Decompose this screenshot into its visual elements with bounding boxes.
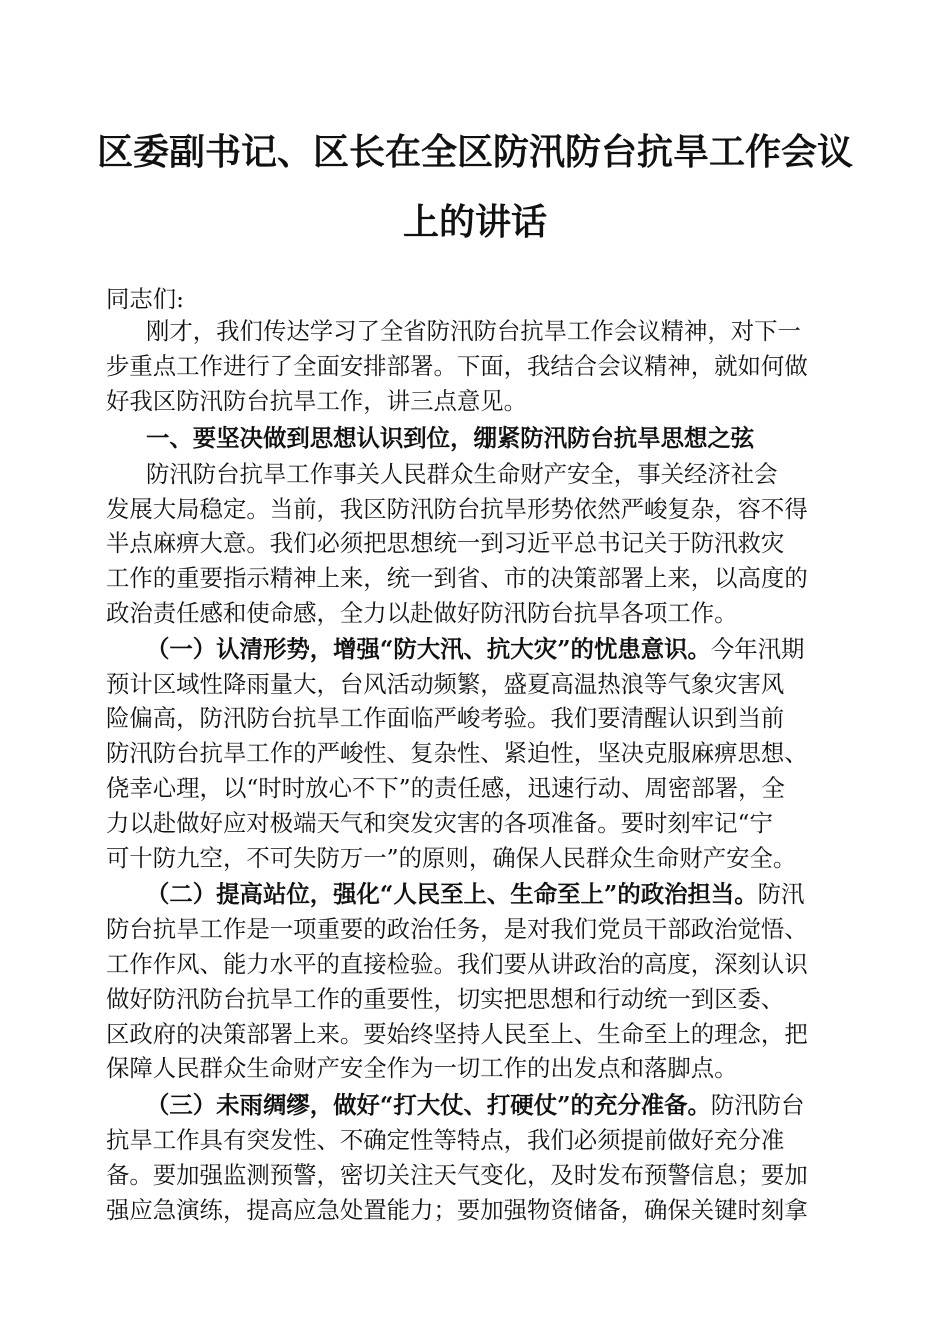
item-3-heading: （三）未雨绸缪，做好“打大仗、打硬仗”的充分准备。 [146, 1091, 711, 1119]
item-1-body-line: 险偏高，防汛防台抗旱工作面临严峻考验。我们要清醒认识到当前 [106, 704, 785, 732]
item-1-body-line: 预计区域性降雨量大，台风活动频繁，盛夏高温热浪等气象灾害风 [106, 670, 785, 698]
item-1-body-line: 可十防九空，不可失防万一”的原则，确保人民群众生命财产安全。 [106, 844, 797, 872]
salutation: 同志们: [106, 285, 185, 313]
section-1-body-line: 防汛防台抗旱工作事关人民群众生命财产安全，事关经济社会 [146, 460, 778, 488]
section-1-body-line: 政治责任感和使命感，全力以赴做好防汛防台抗旱各项工作。 [106, 599, 738, 627]
item-2-body-line: 工作作风、能力水平的直接检验。我们要从讲政治的高度，深刻认识 [106, 950, 808, 978]
item-3-first-line [146, 1089, 851, 1121]
item-2-body-line: 区政府的决策部署上来。要始终坚持人民至上、生命至上的理念，把 [106, 1020, 808, 1048]
intro-line: 刚才，我们传达学习了全省防汛防台抗旱工作会议精神，对下一 [146, 317, 801, 345]
intro-line: 步重点工作进行了全面安排部署。下面，我结合会议精神，就如何做 [106, 352, 808, 380]
item-3-first-text: 防汛防台 [710, 1091, 805, 1119]
section-1-body-line: 半点麻痹大意。我们必须把思想统一到习近平总书记关于防汛救灾 [106, 529, 785, 557]
item-3-body-line: 强应急演练，提高应急处置能力；要加强物资储备，确保关键时刻拿 [106, 1196, 808, 1224]
section-1-body-line: 工作的重要指示精神上来，统一到省、市的决策部署上来，以高度的 [106, 564, 808, 592]
item-1-body-line: 防汛防台抗旱工作的严峻性、复杂性、紧迫性，坚决克服麻痹思想、 [106, 739, 808, 767]
document-title-line-1: 区委副书记、区长在全区防汛防台抗旱工作会议 [96, 132, 853, 173]
item-1-heading: （一）认清形势，增强“防大汛、抗大灾”的忧患意识。 [146, 635, 711, 663]
section-1-body-line: 发展大局稳定。当前，我区防汛防台抗旱形势依然严峻复杂，容不得 [106, 495, 808, 523]
item-1-first-text: 今年汛期 [710, 635, 805, 663]
item-1-body-line: 侥幸心理，以“时时放心不下”的责任感，迅速行动、周密部署，全 [106, 774, 785, 802]
item-1-first-line [146, 633, 851, 665]
item-2-body-line: 做好防汛防台抗旱工作的重要性，切实把思想和行动统一到区委、 [106, 985, 785, 1013]
item-2-heading: （二）提高站位，强化“人民至上、生命至上”的政治担当。 [146, 880, 758, 908]
item-2-first-text: 防汛 [757, 880, 805, 908]
section-1-heading: 一、要坚决做到思想认识到位，绷紧防汛防台抗旱思想之弦 [146, 424, 755, 452]
item-3-body-line: 抗旱工作具有突发性、不确定性等特点，我们必须提前做好充分准 [106, 1126, 785, 1154]
item-2-first-line [146, 878, 851, 910]
item-2-body-line: 防台抗旱工作是一项重要的政治任务，是对我们党员干部政治觉悟、 [106, 915, 808, 943]
intro-line: 好我区防汛防台抗旱工作，讲三点意见。 [106, 387, 528, 415]
document-title-line-2: 上的讲话 [402, 202, 547, 243]
item-1-body-line: 力以赴做好应对极端天气和突发灾害的各项准备。要时刻牢记“宁 [106, 809, 773, 837]
item-3-body-line: 备。要加强监测预警，密切关注天气变化，及时发布预警信息；要加 [106, 1161, 808, 1189]
item-2-body-line: 保障人民群众生命财产安全作为一切工作的出发点和落脚点。 [106, 1054, 738, 1082]
